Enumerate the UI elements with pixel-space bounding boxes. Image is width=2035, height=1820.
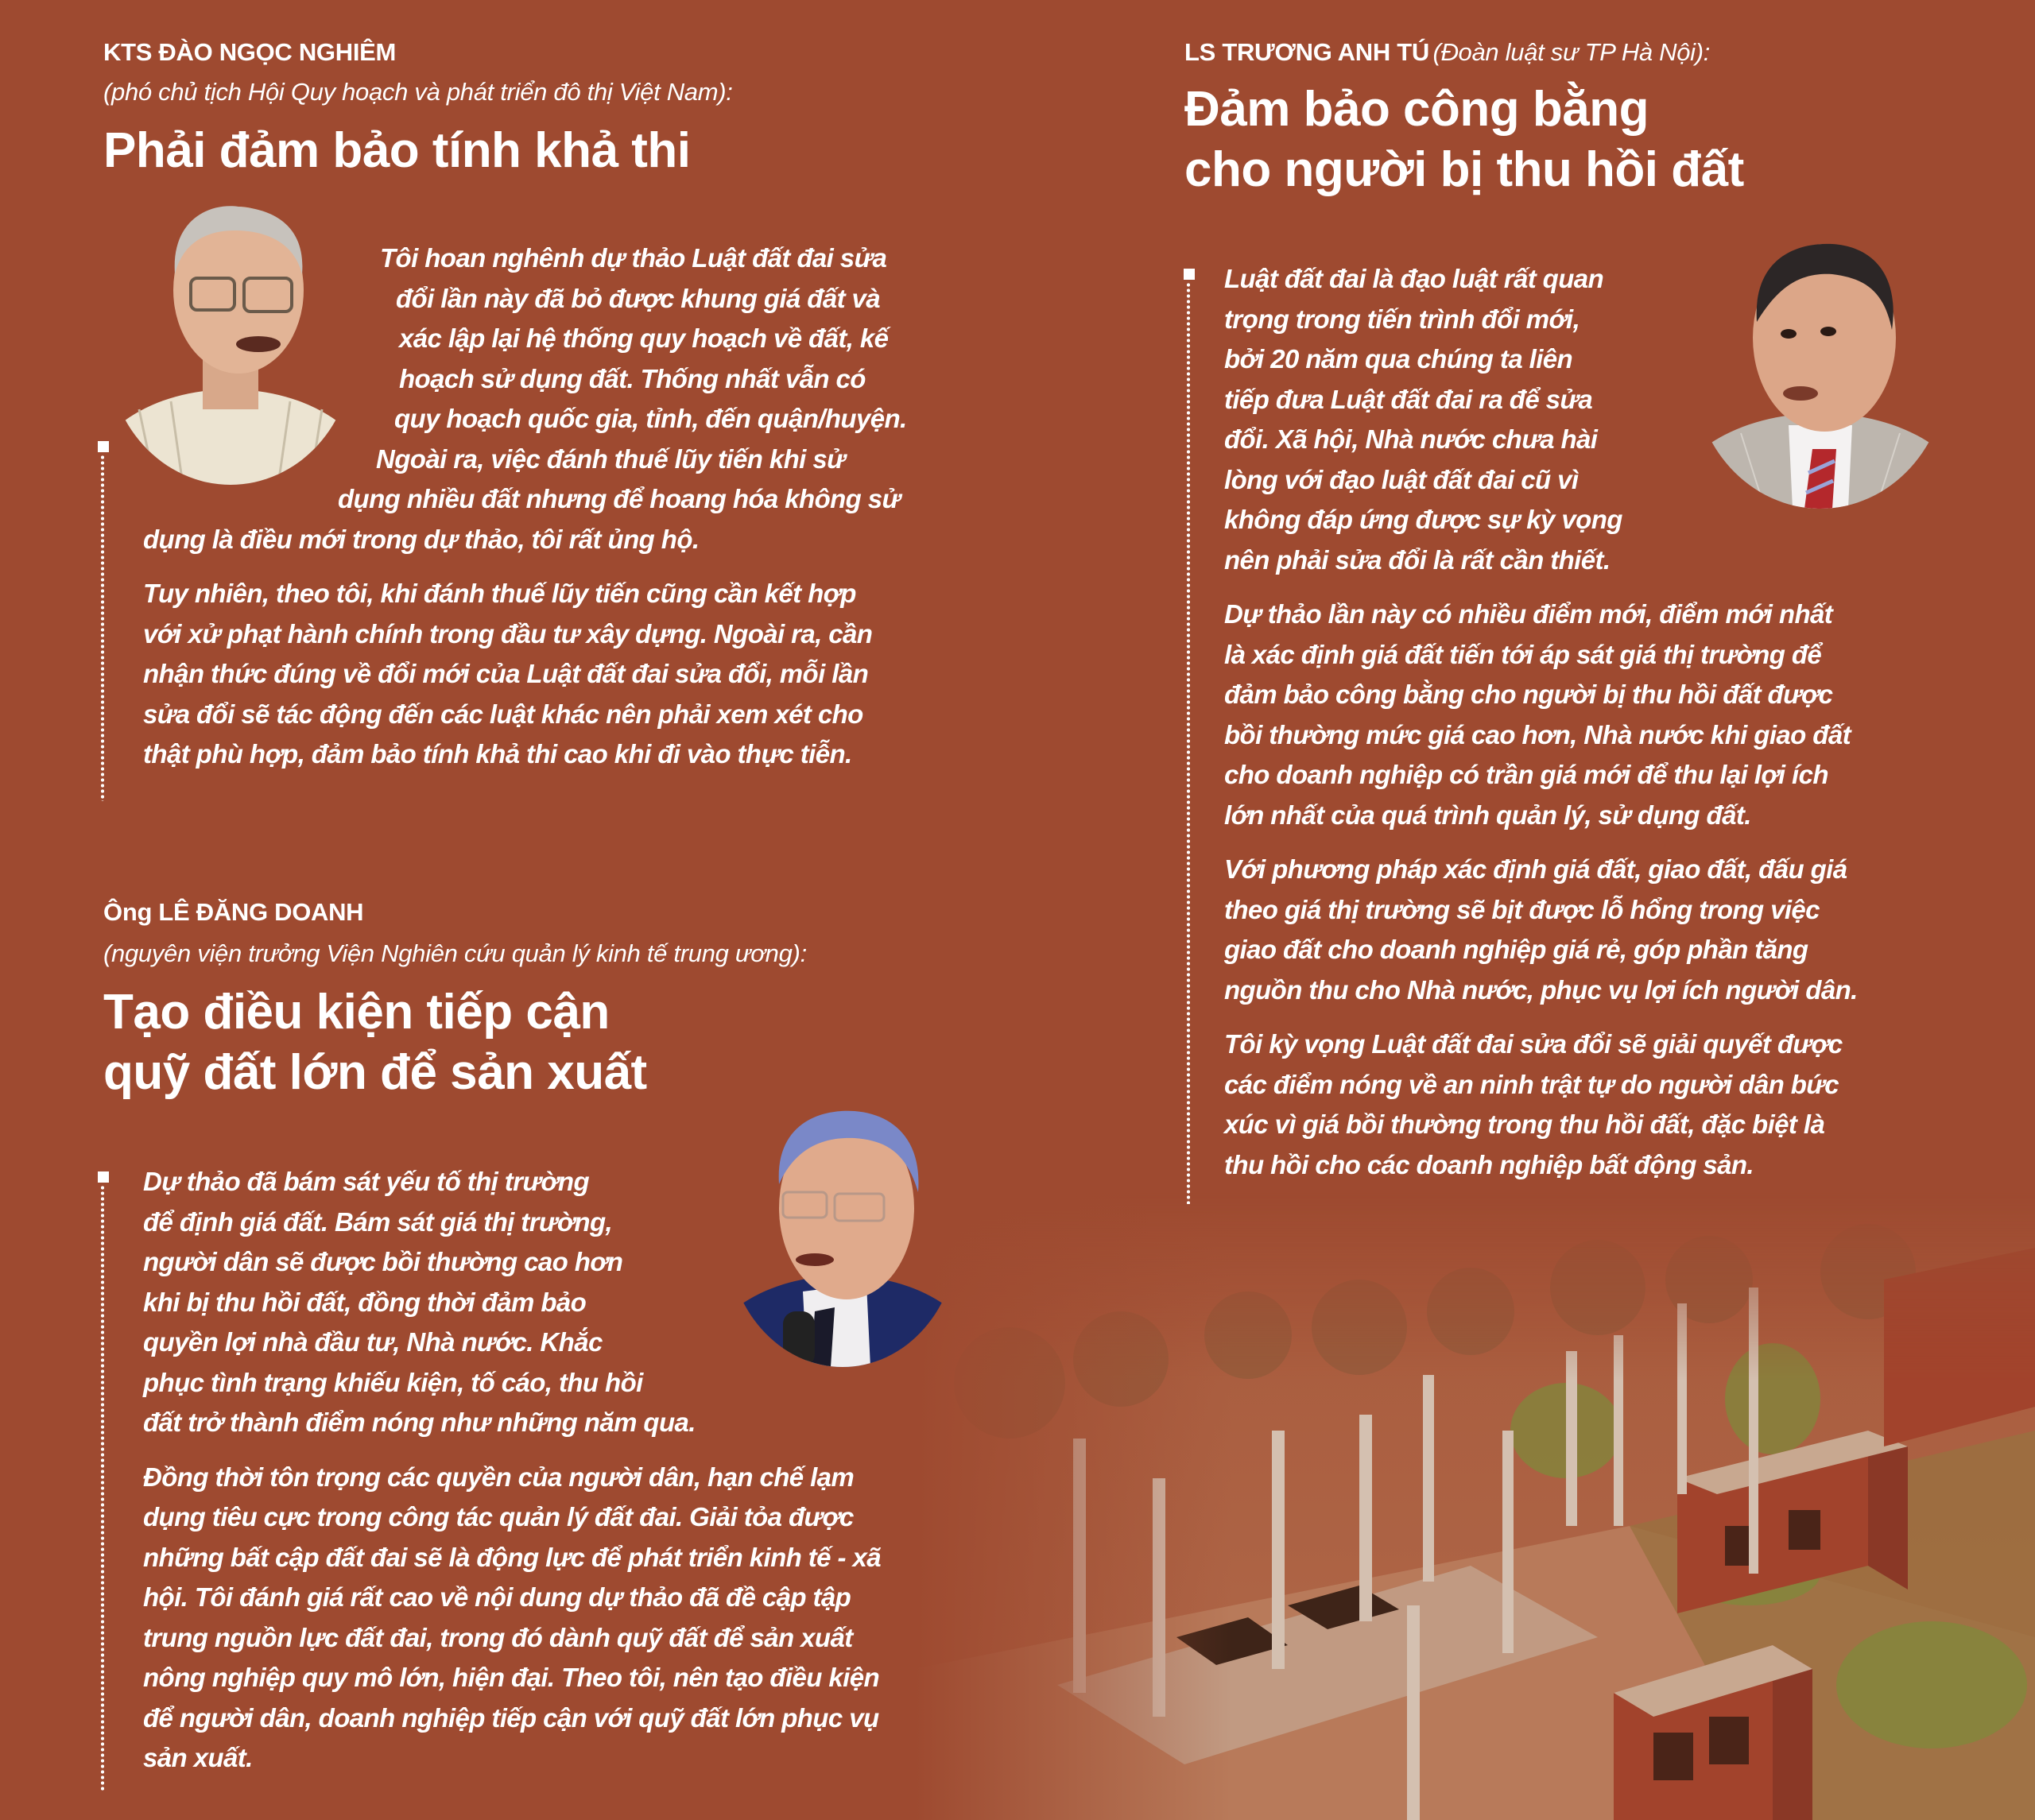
dotted-divider <box>1187 282 1190 1204</box>
quote-line: các điểm nóng về an ninh trật tự do người dân bức <box>1224 1069 1839 1099</box>
dotted-divider <box>101 455 104 801</box>
quote-line: đổi. Xã hội, Nhà nước chưa hài <box>1224 424 1598 454</box>
headline-line: Phải đảm bảo tính khả thi <box>103 123 691 178</box>
quote-line: Tôi kỳ vọng Luật đất đai sửa đổi sẽ giải quyết được <box>1224 1029 1843 1059</box>
quote-paragraph <box>143 1458 986 1779</box>
quote-marker-icon <box>98 441 109 452</box>
quote-line: đảm bảo công bằng cho người bị thu hồi đất được <box>1224 680 1833 709</box>
quote-line: người dân sẽ được bồi thường cao hơn <box>143 1247 623 1276</box>
quote-line: tiếp đưa Luật đất đai ra để sửa <box>1224 384 1593 414</box>
quote-marker-icon <box>1184 269 1195 280</box>
quote-paragraph <box>1224 259 2019 580</box>
quote-line: thật phù hợp, đảm bảo tính khả thi cao khi đi vào thực tiễn. <box>143 739 852 769</box>
quote-line: xúc vì giá bồi thường trong thu hồi đất, đặc biệt là <box>1224 1109 1825 1139</box>
quote-line: nông nghiệp quy mô lớn, hiện đại. Theo tôi, nên tạo điều kiện <box>143 1663 880 1692</box>
quote-line: trung nguồn lực đất đai, trong đó dành quỹ đất để sản xuất <box>143 1622 853 1652</box>
quote-line: trọng trong tiến trình đổi mới, <box>1224 304 1580 334</box>
quote-paragraph <box>143 1162 986 1443</box>
quote-line: Đồng thời tôn trọng các quyền của người dân, hạn chế lạm <box>143 1462 855 1492</box>
quote-line: nguồn thu cho Nhà nước, phục vụ lợi ích người dân. <box>1224 974 1858 1005</box>
quote-line: nhận thức đúng về đổi mới của Luật đất đai sửa đổi, mỗi lần <box>143 659 869 688</box>
speaker-role: (phó chủ tịch Hội Quy hoạch và phát triển đô thị Việt Nam): <box>103 78 733 106</box>
quote-line: bồi thường mức giá cao hơn, Nhà nước khi giao đất <box>1224 719 1851 749</box>
quote-line: dụng tiêu cực trong công tác quản lý đất đai. Giải tỏa được <box>143 1502 854 1532</box>
quote-line: nên phải sửa đổi là rất cần thiết. <box>1224 544 1611 575</box>
quote-line: dụng nhiều đất nhưng để hoang hóa không sử <box>338 484 901 513</box>
speaker-role: (Đoàn luật sư TP Hà Nội): <box>1432 38 1711 66</box>
quote-line: theo giá thị trường sẽ bịt được lỗ hổng trong việc <box>1224 894 1820 924</box>
quote-paragraph <box>1224 1024 2019 1185</box>
quote-line: sản xuất. <box>143 1743 253 1772</box>
quote-marker-icon <box>98 1171 109 1183</box>
quote-line: thu hồi cho các doanh nghiệp bất động sản. <box>1224 1149 1754 1179</box>
quote-text <box>143 238 986 789</box>
dotted-divider <box>101 1185 104 1792</box>
quote-line: sửa đổi sẽ tác động đến các luật khác nên phải xem xét cho <box>143 699 863 729</box>
quote-text <box>143 1162 986 1793</box>
quote-line: hội. Tôi đánh giá rất cao về nội dung dự thảo đã đề cập tập <box>143 1582 851 1612</box>
speaker-name: LS TRƯƠNG ANH TÚ <box>1184 38 1429 66</box>
quote-line: không đáp ứng được sự kỳ vọng <box>1224 505 1622 534</box>
quote-line: những bất cập đất đai sẽ là động lực để phát triển kinh tế - xã <box>143 1542 881 1572</box>
quote-line: quy hoạch quốc gia, tỉnh, đến quận/huyện. <box>394 404 907 433</box>
quote-line: đất trở thành điểm nóng như những năm qua. <box>143 1408 696 1437</box>
quote-line: Tuy nhiên, theo tôi, khi đánh thuế lũy tiến cũng cần kết hợp <box>143 579 856 608</box>
quote-paragraph <box>1224 850 2019 1010</box>
headline-line: Tạo điều kiện tiếp cận <box>103 985 610 1040</box>
quote-line: Với phương pháp xác định giá đất, giao đất, đấu giá <box>1224 854 1847 884</box>
quote-line: dụng là điều mới trong dự thảo, tôi rất ủng hộ. <box>143 524 700 554</box>
quote-line: bởi 20 năm qua chúng ta liên <box>1224 344 1573 374</box>
section-headline <box>103 121 690 181</box>
quote-paragraph <box>1224 594 2019 835</box>
quote-paragraph <box>143 574 986 775</box>
quote-line: là xác định giá đất tiến tới áp sát giá thị trường để <box>1224 639 1822 669</box>
quote-paragraph <box>143 238 986 560</box>
headline-line: cho người bị thu hồi đất <box>1184 142 1744 197</box>
quote-line: Dự thảo lần này có nhiều điểm mới, điểm mới nhất <box>1224 599 1833 629</box>
quote-line: Luật đất đai là đạo luật rất quan <box>1224 264 1604 293</box>
quote-line: quyền lợi nhà đầu tư, Nhà nước. Khắc <box>143 1327 603 1357</box>
quote-line: lớn nhất của quá trình quản lý, sử dụng đất. <box>1224 800 1751 830</box>
quote-line: phục tình trạng khiếu kiện, tố cáo, thu hồi <box>143 1367 643 1397</box>
speaker-role: (nguyên viện trưởng Viện Nghiên cứu quản lý kinh tế trung ương): <box>103 939 807 967</box>
quote-line: để định giá đất. Bám sát giá thị trường, <box>143 1206 613 1237</box>
quote-line: Tôi hoan nghênh dự thảo Luật đất đai sửa <box>380 243 887 273</box>
speaker-name: Ông LÊ ĐĂNG DOANH <box>103 898 364 926</box>
quote-line: giao đất cho doanh nghiệp giá rẻ, góp phần tăng <box>1224 935 1808 964</box>
quote-line: lòng với đạo luật đất đai cũ vì <box>1224 464 1579 494</box>
section-headline <box>103 982 647 1103</box>
quote-line: với xử phạt hành chính trong đầu tư xây dựng. Ngoài ra, cần <box>143 618 873 649</box>
quote-text <box>1224 259 2019 1199</box>
quote-line: hoạch sử dụng đất. Thống nhất vẫn có <box>399 363 866 393</box>
quote-line: khi bị thu hồi đất, đồng thời đảm bảo <box>143 1287 587 1317</box>
quote-line: để người dân, doanh nghiệp tiếp cận với quỹ đất lớn phục vụ <box>143 1702 879 1733</box>
quote-line: Dự thảo đã bám sát yếu tố thị trường <box>143 1167 590 1196</box>
section-headline <box>1184 79 1744 200</box>
quote-line: đổi lần này đã bỏ được khung giá đất và <box>396 283 881 313</box>
quote-line: cho doanh nghiệp có trần giá mới để thu lại lợi ích <box>1224 760 1828 789</box>
headline-line: Đảm bảo công bằng <box>1184 82 1649 137</box>
headline-line: quỹ đất lớn để sản xuất <box>103 1045 647 1100</box>
quote-line: xác lập lại hệ thống quy hoạch về đất, kế <box>399 323 889 353</box>
quote-line: Ngoài ra, việc đánh thuế lũy tiến khi sử <box>376 443 846 474</box>
speaker-header <box>1184 38 1710 67</box>
speaker-name: KTS ĐÀO NGỌC NGHIÊM <box>103 38 397 66</box>
